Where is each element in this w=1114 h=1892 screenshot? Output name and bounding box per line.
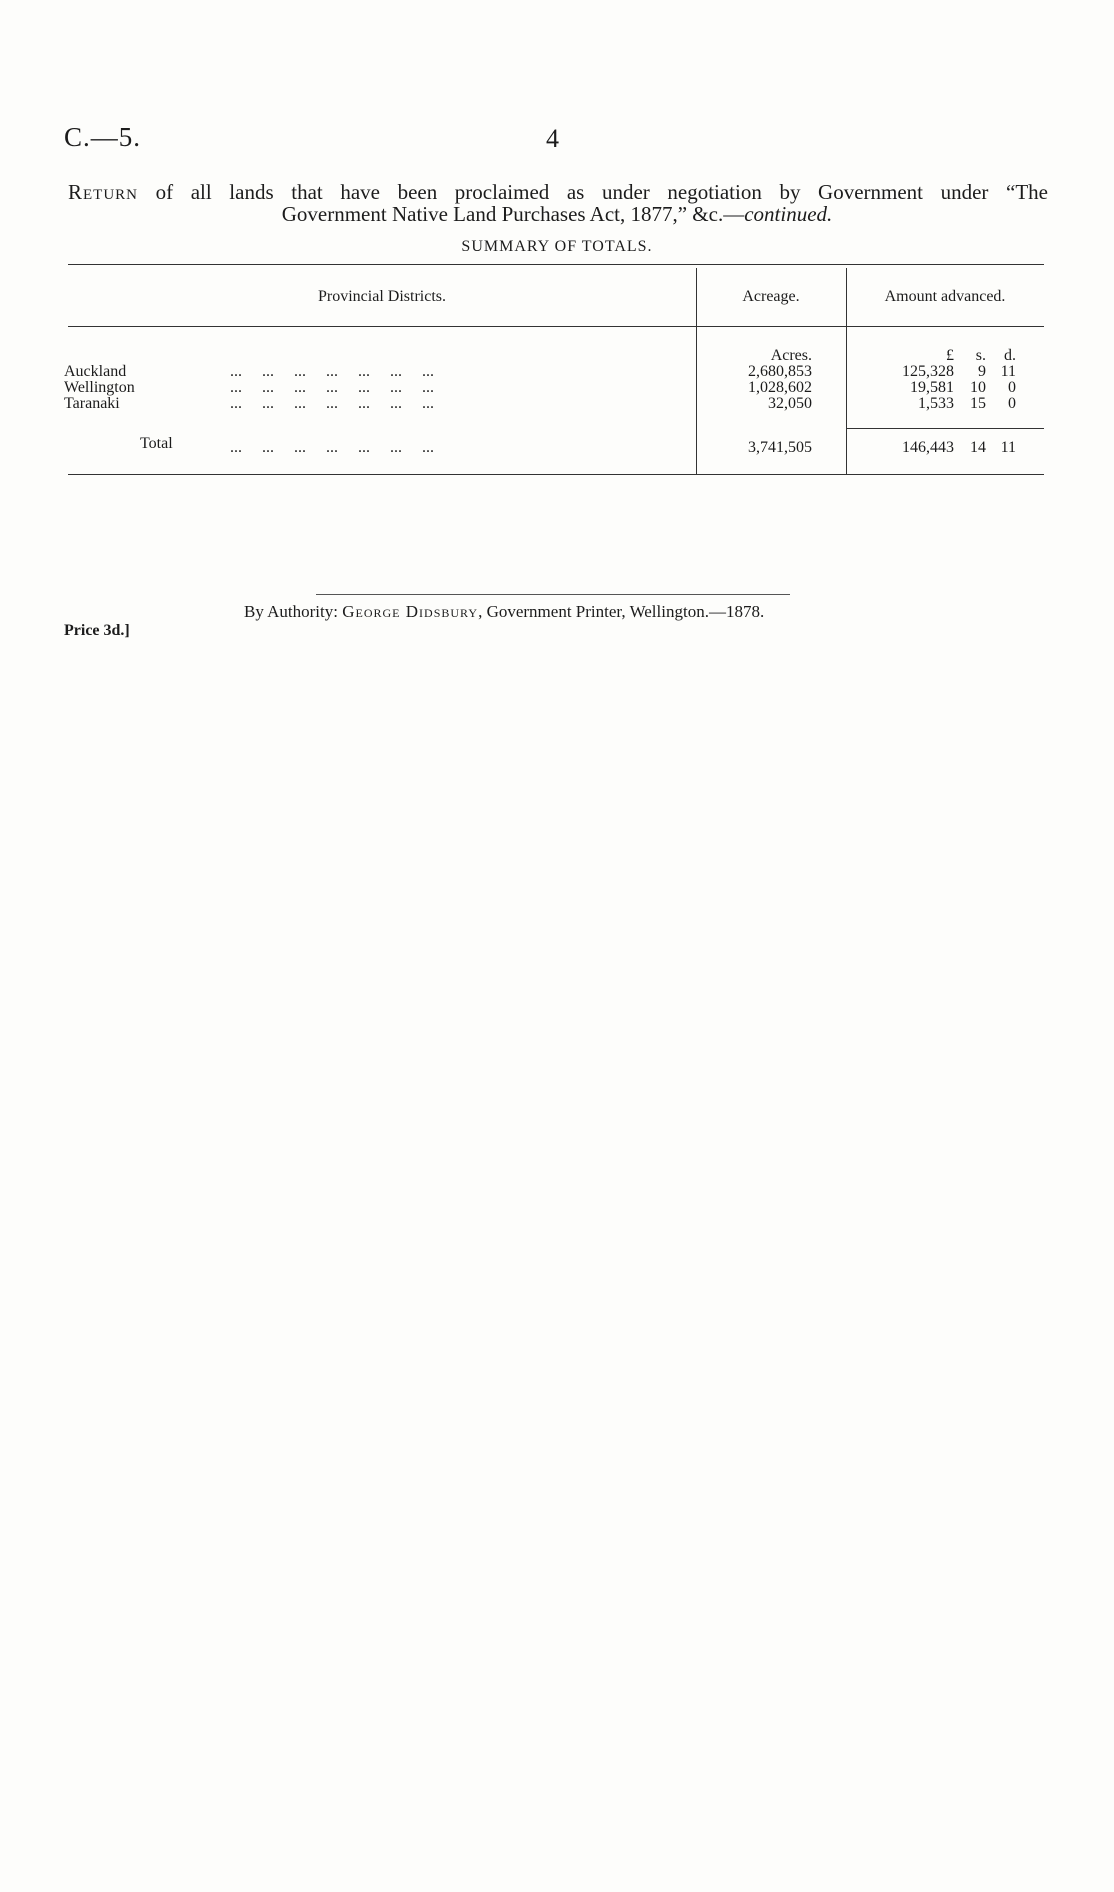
acreage-value: 1,028,602 <box>748 379 812 396</box>
pounds-value: 125,328 <box>902 363 954 380</box>
acreage-value: 2,680,853 <box>748 363 812 380</box>
table-bottom-rule <box>68 474 1044 475</box>
page-number: 4 <box>546 124 559 153</box>
imprint-prefix: By Authority: <box>244 602 338 621</box>
dot-leader: ... ... ... ... ... ... ... <box>230 439 434 456</box>
shillings-value: 10 <box>970 379 986 396</box>
imprint-suffix: , Government Printer, Wellington.—1878. <box>478 602 765 621</box>
amount-total-rule <box>846 428 1044 429</box>
district-name: Taranaki <box>64 395 120 412</box>
table-header-rule <box>68 326 1044 327</box>
total-shillings: 14 <box>970 439 986 456</box>
table-top-rule <box>68 264 1044 265</box>
title-continued: continued. <box>744 202 833 226</box>
total-pence: 11 <box>1000 439 1016 456</box>
title-line-2 <box>0 202 1114 227</box>
footer-rule <box>316 594 790 595</box>
pounds-value: 19,581 <box>910 379 954 396</box>
district-name: Auckland <box>64 363 127 380</box>
imprint-line <box>244 602 764 622</box>
shillings-value: 9 <box>978 363 986 380</box>
total-acreage: 3,741,505 <box>748 439 812 456</box>
pence-value: 0 <box>1008 395 1016 412</box>
summary-heading: SUMMARY OF TOTALS. <box>461 238 653 255</box>
column-header-acreage: Acreage. <box>742 288 800 305</box>
title-line-2-text: Government Native Land Purchases Act, 1877,” &c.— <box>281 202 745 226</box>
pounds-value: 1,533 <box>918 395 954 412</box>
district-name: Wellington <box>64 379 135 396</box>
printer-name: George Didsbury <box>342 602 479 621</box>
title-return-word: Return <box>68 180 139 204</box>
document-code: C.—5. <box>64 122 142 152</box>
acreage-unit: Acres. <box>770 347 812 364</box>
pence-value: 11 <box>1000 363 1016 380</box>
total-pounds: 146,443 <box>902 439 954 456</box>
total-label: Total <box>140 435 173 452</box>
pence-unit: d. <box>1004 347 1016 364</box>
price-note: Price 3d.] <box>64 622 130 639</box>
pence-value: 0 <box>1008 379 1016 396</box>
dot-leader: ... ... ... ... ... ... ... <box>230 363 434 380</box>
dot-leader: ... ... ... ... ... ... ... <box>230 379 434 396</box>
column-header-amount: Amount advanced. <box>884 288 1006 305</box>
dot-leader: ... ... ... ... ... ... ... <box>230 395 434 412</box>
acreage-value: 32,050 <box>768 395 812 412</box>
column-header-districts: Provincial Districts. <box>318 288 446 305</box>
title-line-1-text: of all lands that have been proclaimed as under negotiation by Government under “The <box>155 180 1048 204</box>
pounds-unit: £ <box>946 347 954 364</box>
shillings-unit: s. <box>975 347 986 364</box>
shillings-value: 15 <box>970 395 986 412</box>
